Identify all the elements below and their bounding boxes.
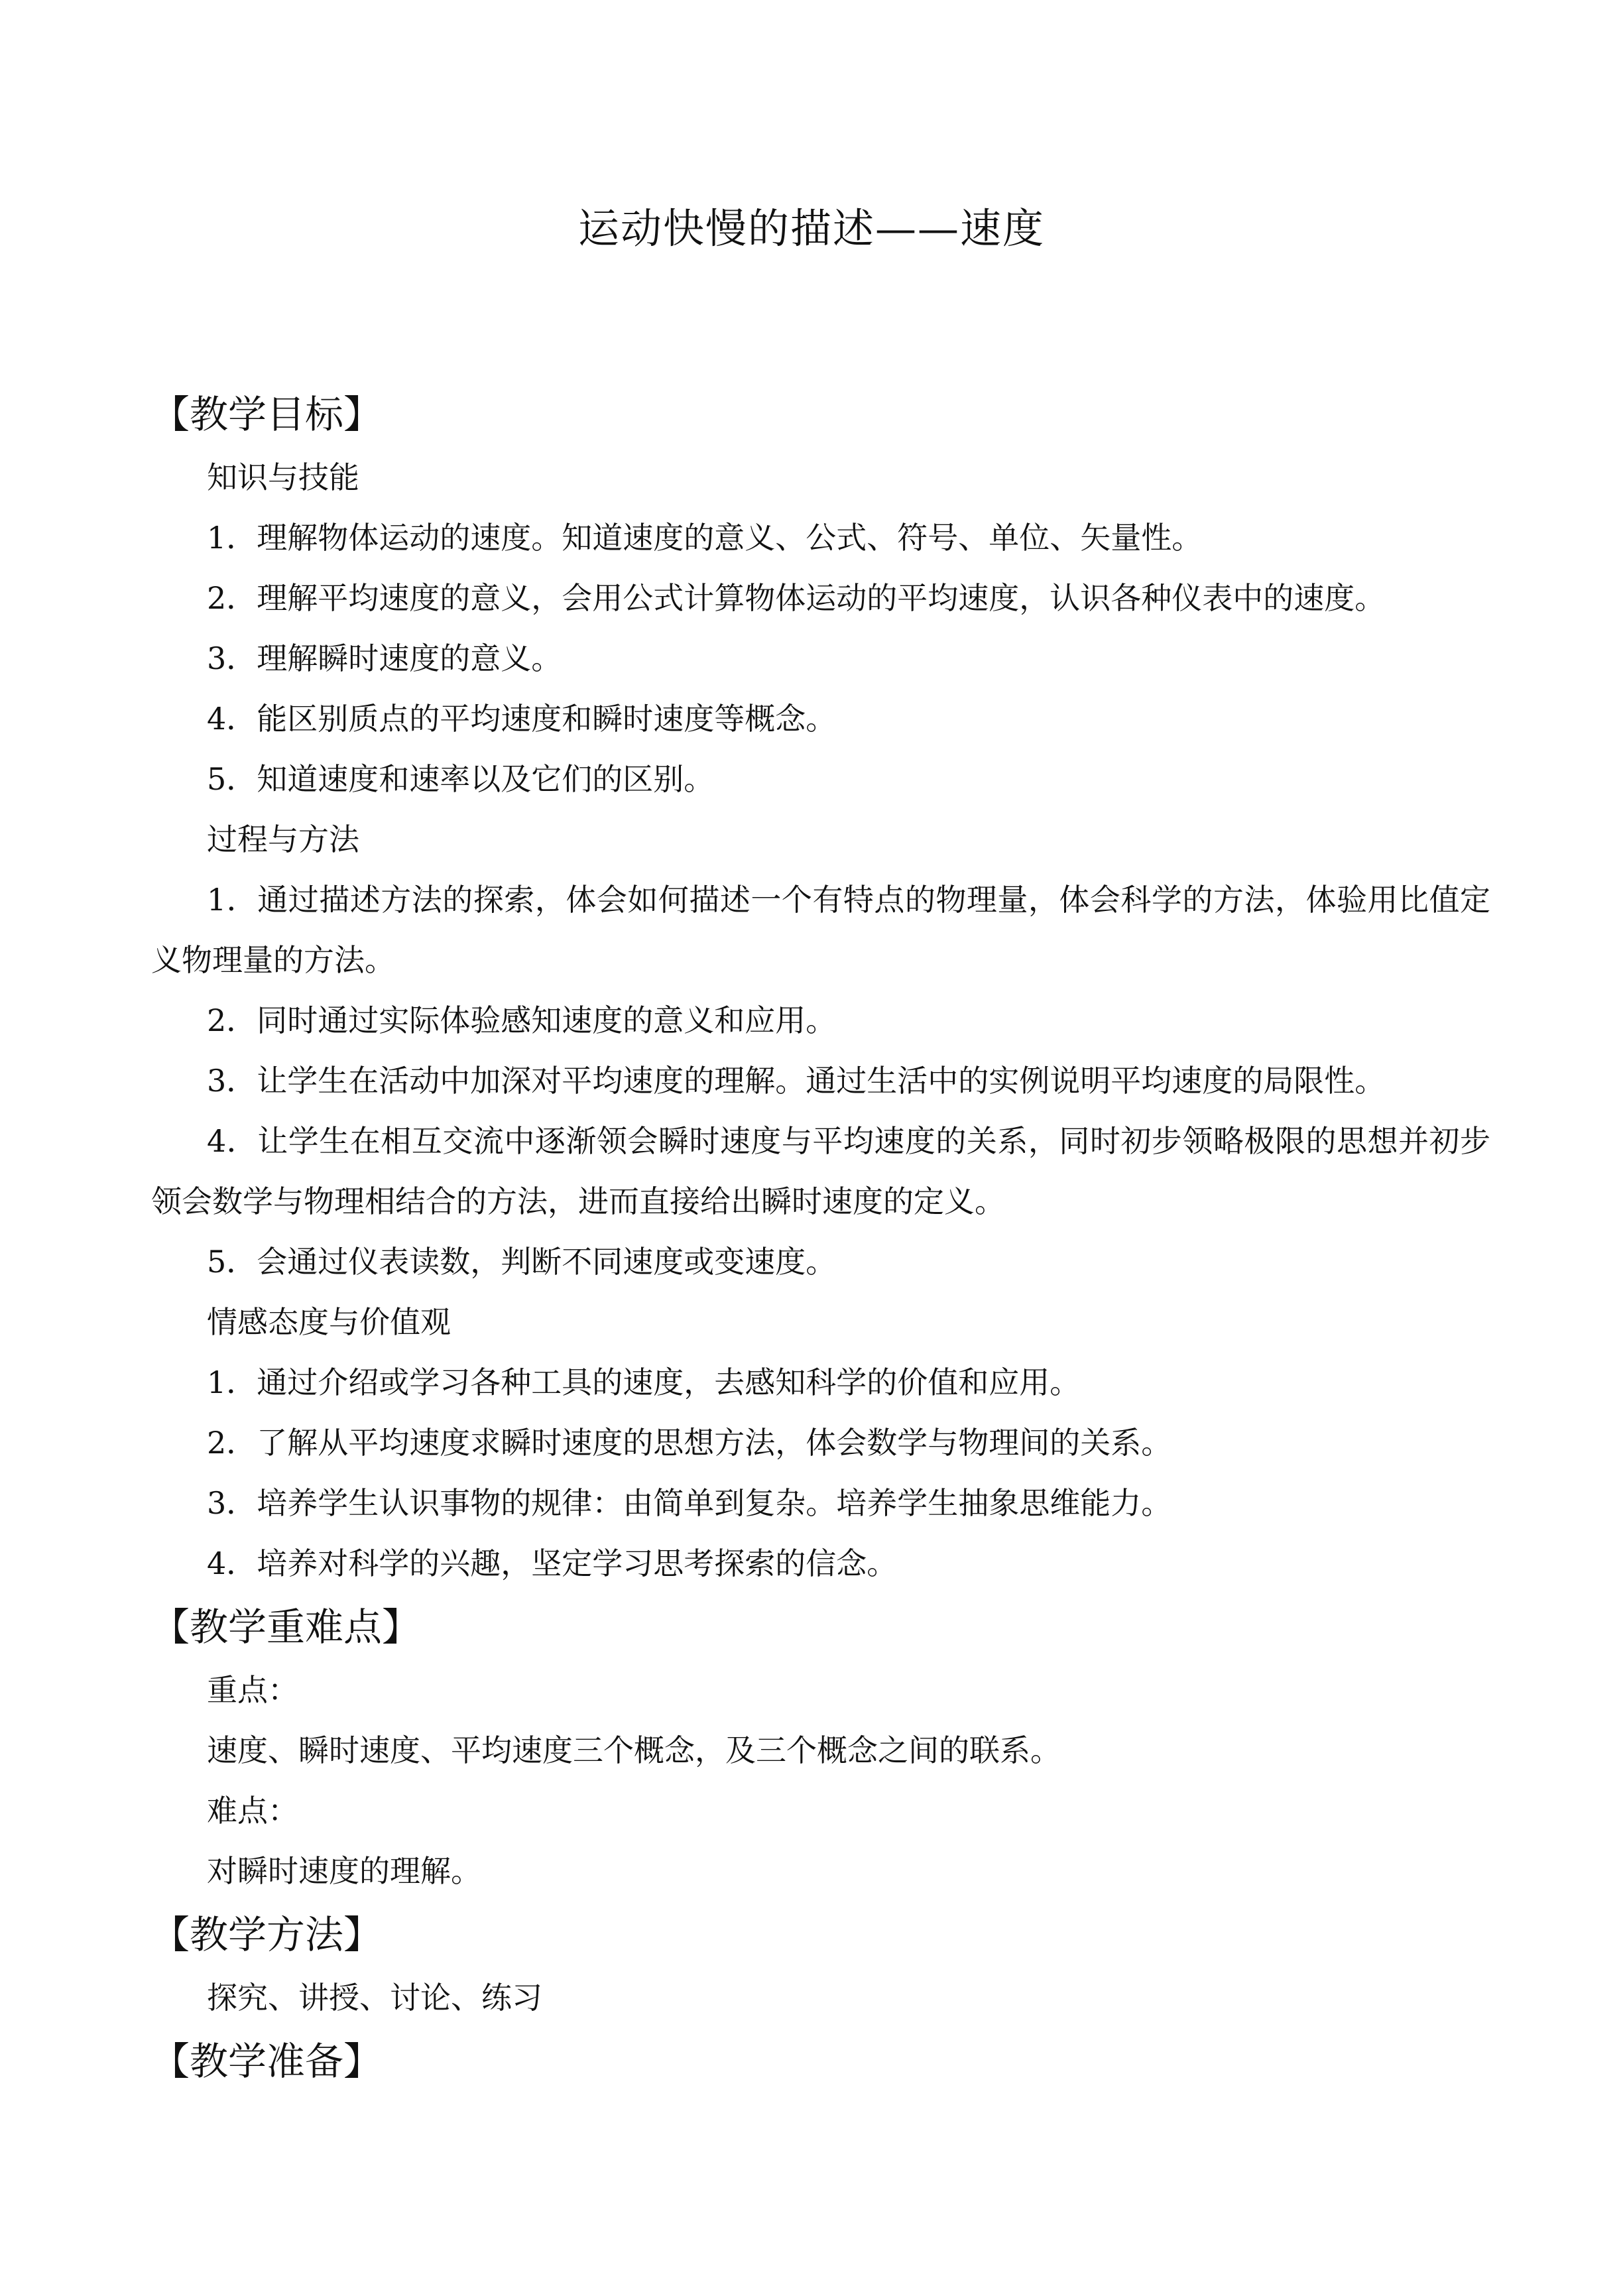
objective-item: 2．理解平均速度的意义，会用公式计算物体运动的平均速度，认识各种仪表中的速度。: [207, 580, 1386, 616]
objective-item: 4．让学生在相互交流中逐渐领会瞬时速度与平均速度的关系，同时初步领略极限的思想并初步领会数学与物理相结合的方法，进而直接给出瞬时速度的定义。: [151, 1123, 1490, 1219]
key-text: 速度、瞬时速度、平均速度三个概念，及三个概念之间的联系。: [207, 1732, 1061, 1768]
methods-text: 探究、讲授、讨论、练习: [207, 1980, 542, 2016]
document-title: 运动快慢的描述——速度: [577, 204, 1045, 253]
objective-item: 3．让学生在活动中加深对平均速度的理解。通过生活中的实例说明平均速度的局限性。: [207, 1063, 1386, 1099]
objective-item: 4．能区别质点的平均速度和瞬时速度等概念。: [207, 701, 837, 737]
objective-item: 5．知道速度和速率以及它们的区别。: [207, 761, 715, 797]
section-heading-preparation: 【教学准备】: [151, 2039, 383, 2084]
objective-item: 2．同时通过实际体验感知速度的意义和应用。: [207, 1002, 837, 1038]
objective-item: 5．会通过仪表读数，判断不同速度或变速度。: [207, 1244, 837, 1280]
document-body: [151, 381, 1490, 2094]
objective-item: 1．通过介绍或学习各种工具的速度，去感知科学的价值和应用。: [207, 1364, 1081, 1400]
difficult-label: 难点：: [207, 1793, 298, 1829]
objective-item: 1．通过描述方法的探索，体会如何描述一个有特点的物理量，体会科学的方法，体验用比值定义物理量的方法。: [151, 882, 1490, 978]
section-heading-objectives: 【教学目标】: [151, 392, 383, 437]
section-heading-keypoints: 【教学重难点】: [151, 1604, 421, 1650]
subheading-knowledge: 知识与技能: [207, 459, 359, 495]
subheading-emotion: 情感态度与价值观: [207, 1304, 451, 1340]
subheading-process: 过程与方法: [207, 821, 359, 857]
section-heading-methods: 【教学方法】: [151, 1912, 383, 1957]
objective-item: 4．培养对科学的兴趣，坚定学习思考探索的信念。: [207, 1545, 898, 1581]
objective-item: 2．了解从平均速度求瞬时速度的思想方法，体会数学与物理间的关系。: [207, 1425, 1172, 1461]
objective-item: 1．理解物体运动的速度。知道速度的意义、公式、符号、单位、矢量性。: [207, 520, 1203, 556]
objective-item: 3．培养学生认识事物的规律：由简单到复杂。培养学生抽象思维能力。: [207, 1485, 1172, 1521]
objective-item: 3．理解瞬时速度的意义。: [207, 640, 562, 676]
difficult-text: 对瞬时速度的理解。: [207, 1853, 481, 1889]
key-label: 重点：: [207, 1672, 298, 1708]
